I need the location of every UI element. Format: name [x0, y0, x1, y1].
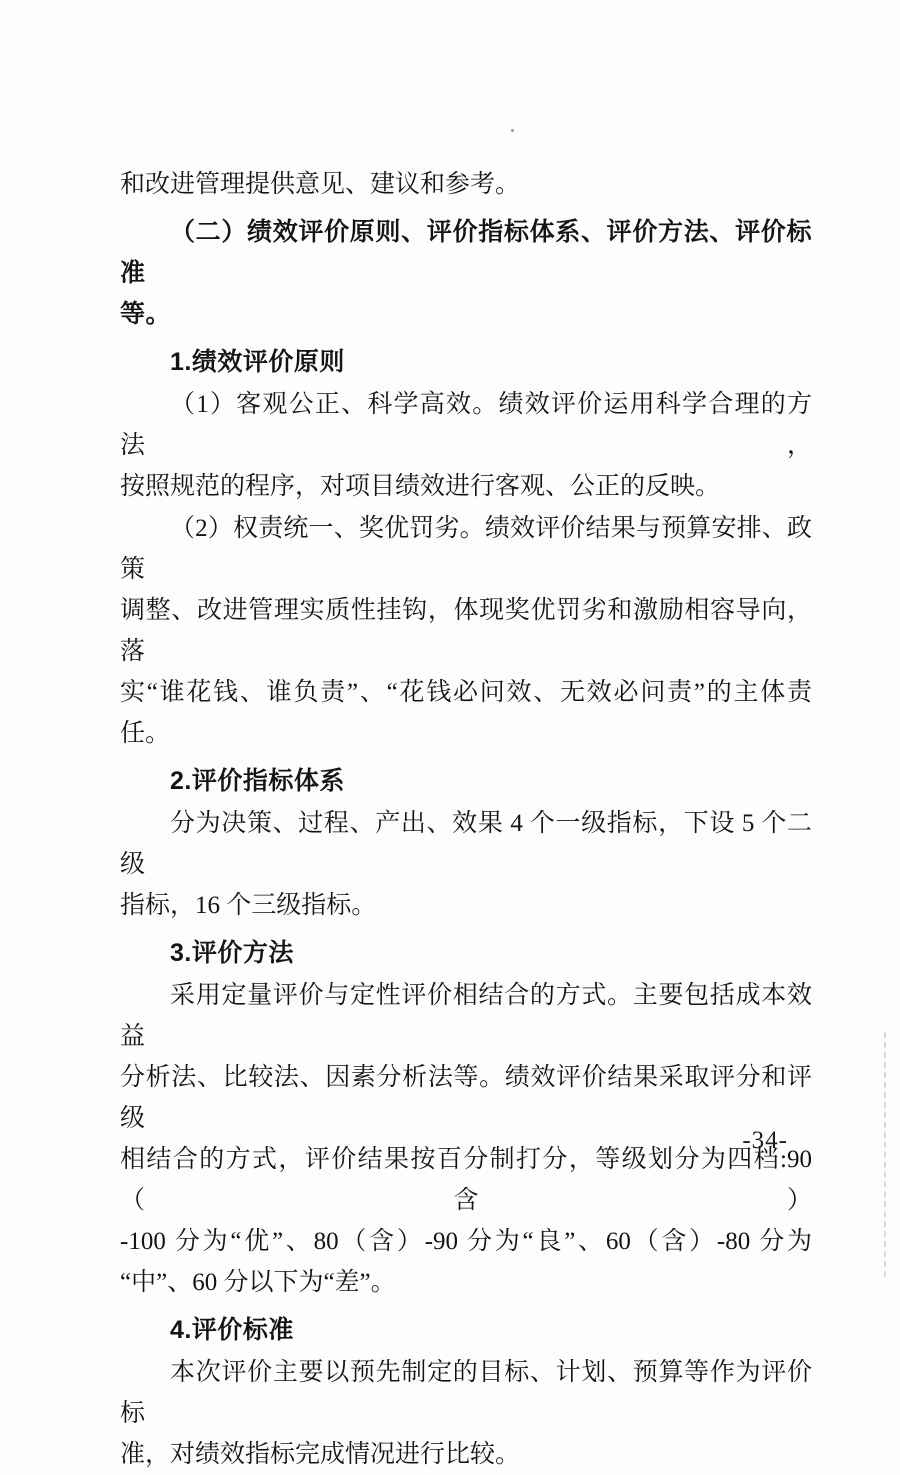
scan-edge-artifact — [884, 1032, 886, 1277]
body-line: （2）权责统一、奖优罚劣。绩效评价结果与预算安排、政策 — [120, 515, 812, 583]
heading-line: 4.评价标准 — [170, 1316, 294, 1344]
body-line: 按照规范的程序，对项目绩效进行客观、公正的反映。 — [120, 473, 721, 500]
body-line: 分析法、比较法、因素分析法等。绩效评价结果采取评分和评级 — [120, 1064, 812, 1132]
body-line: 相结合的方式，评价结果按百分制打分，等级划分为四档:90（含） — [120, 1146, 812, 1214]
body-line: 分为决策、过程、产出、效果 4 个一级指标，下设 5 个二级 — [120, 810, 812, 878]
body-line: “中”、60 分以下为“差”。 — [120, 1269, 396, 1296]
heading-line: （二）绩效评价原则、评价指标体系、评价方法、评价标准 — [120, 218, 812, 287]
body-line: 实“谁花钱、谁负责”、“花钱必问效、无效必问责”的主体责 — [120, 679, 812, 706]
document-blocks — [120, 163, 812, 1475]
heading-line: 2.评价指标体系 — [170, 767, 345, 795]
body-line: 和改进管理提供意见、建议和参考。 — [120, 171, 521, 198]
page-number: -34- — [742, 1127, 788, 1154]
heading-line: 1.绩效评价原则 — [170, 348, 345, 376]
scan-speck-artifact — [511, 129, 514, 132]
body-line: （1）客观公正、科学高效。绩效评价运用科学合理的方法， — [120, 391, 812, 459]
body-line: 指标，16 个三级指标。 — [120, 892, 377, 919]
body-line: -100 分为“优”、80（含）-90 分为“良”、60（含）-80 分为 — [120, 1228, 812, 1255]
body-line: 任。 — [120, 720, 171, 747]
body-line: 调整、改进管理实质性挂钩，体现奖优罚劣和激励相容导向，落 — [120, 597, 812, 665]
body-line: 本次评价主要以预先制定的目标、计划、预算等作为评价标 — [120, 1359, 812, 1427]
body-line: 采用定量评价与定性评价相结合的方式。主要包括成本效益 — [120, 982, 812, 1050]
heading-line: 3.评价方法 — [170, 939, 294, 967]
body-line: 准，对绩效指标完成情况进行比较。 — [120, 1441, 521, 1468]
heading-line: 等。 — [120, 300, 172, 328]
